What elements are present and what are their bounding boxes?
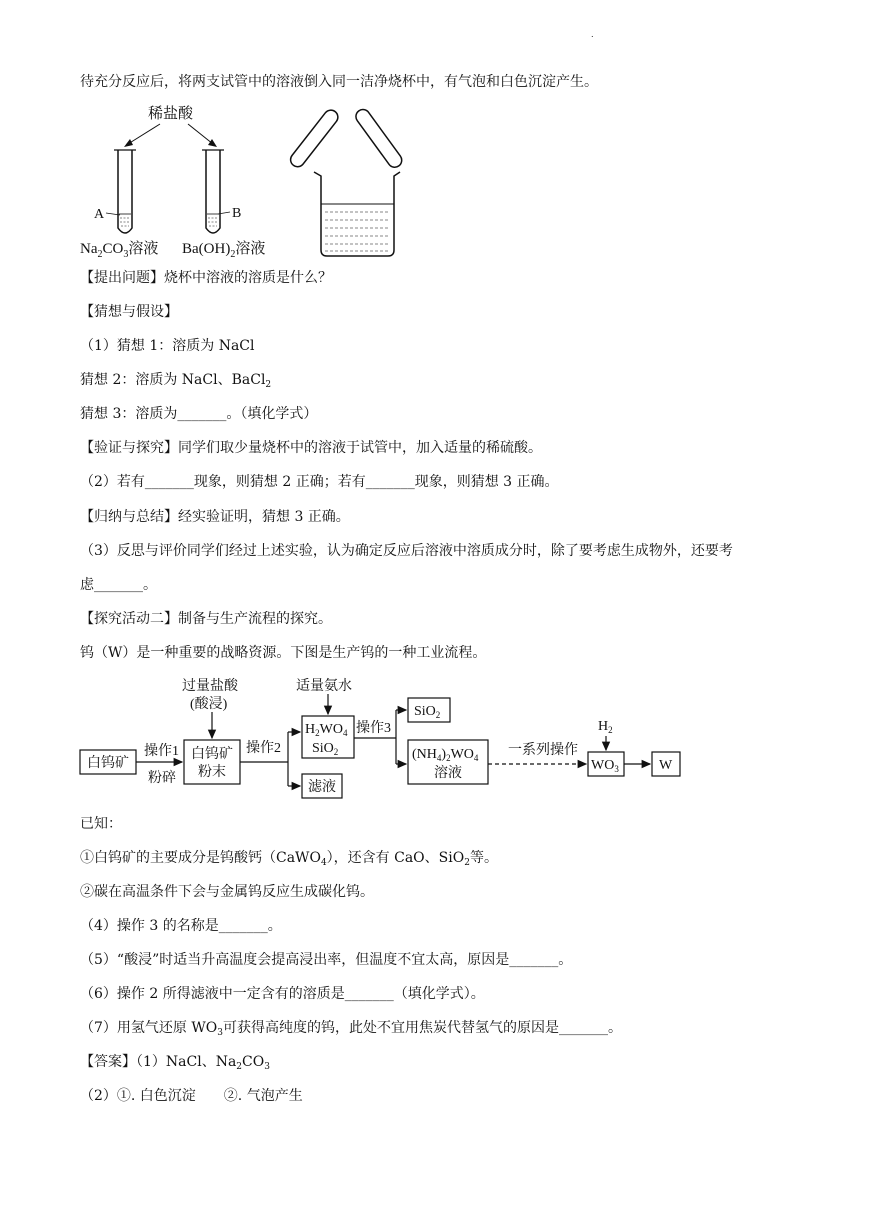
beaker [288,107,405,256]
process-flow-diagram [76,672,686,802]
tube-b-label: B [232,206,242,221]
reagent-label: 稀盐酸 [148,106,194,122]
tube-b [202,150,224,233]
caption-na2co3: $Na_2CO_3$溶液 [80,241,159,260]
hypothesis-heading: 【猜想与假设】 [80,304,178,320]
question-7: （7）用氢气还原 $WO_3$可获得高纯度的钨，此处不宜用焦炭代替氢气的原因是_______。 [80,1020,622,1038]
test-tube-figure [78,100,408,262]
known-2: ②碳在高温条件下会与金属钨反应生成碳化钨。 [80,884,374,900]
svg-text:白钨矿: 白钨矿 [191,747,233,762]
answer-1: 【答案】（1）NaCl、$Na_2CO_3$ [80,1054,270,1072]
tube-a [114,150,136,233]
op3-label: 操作3 [356,721,391,736]
svg-text:滤液: 滤液 [308,780,336,795]
summary-line: 【归纳与总结】经实验证明，猜想 3 正确。 [80,509,350,525]
acid-leach-label: (酸浸) [190,697,228,712]
question-3-b: 虑_______。 [80,577,157,593]
verify-line: 【验证与探究】同学们取少量烧杯中的溶液于试管中，加入适量的稀硫酸。 [80,440,542,456]
svg-text:W: W [659,758,673,773]
svg-text:SiO2: SiO$_2$ [312,741,339,757]
tube-a-label: A [94,207,105,222]
acid-label: 过量盐酸 [182,679,238,694]
question-6: （6）操作 2 所得滤液中一定含有的溶质是_______（填化学式）。 [80,986,485,1002]
svg-text:WO3: $WO_3$ [591,758,619,774]
guess-1: （1）猜想 1：溶质为 NaCl [80,338,255,354]
intro-text: 待充分反应后，将两支试管中的溶液倒入同一洁净烧杯中，有气泡和白色沉淀产生。 [80,74,598,90]
caption-baoh2: $Ba(OH)_2$溶液 [182,241,266,260]
ammonia-label: 适量氨水 [296,679,352,694]
svg-text:(NH4)2WO4: $(NH_4)_2WO_4$ [412,747,479,763]
svg-text:溶液: 溶液 [434,766,462,781]
question-2: （2）若有_______现象，则猜想 2 正确；若有_______现象，则猜想 3 正确。 [80,474,559,490]
h2-label: $H_2$ [598,719,613,735]
answer-2: （2）①. 白色沉淀 ②. 气泡产生 [80,1088,303,1104]
op1-label: 操作1 [144,744,179,759]
question-line: 【提出问题】烧杯中溶液的溶质是什么？ [80,270,332,286]
known-1: ①白钨矿的主要成分是钨酸钙（CaWO$_4$），还含有 CaO、SiO$_2$等。 [80,850,498,868]
svg-text:粉末: 粉末 [198,765,226,780]
activity-2-heading: 【探究活动二】制备与生产流程的探究。 [80,611,332,627]
series-ops-label: 一系列操作 [508,743,578,758]
known-heading: 已知： [80,816,122,832]
svg-text:白钨矿: 白钨矿 [87,756,129,771]
guess-3: 猜想 3：溶质为_______。（填化学式） [80,406,318,422]
page-mark: . [591,30,594,39]
svg-text:SiO2: SiO$_2$ [414,704,441,720]
question-4: （4）操作 3 的名称是_______。 [80,918,282,934]
question-3-a: （3）反思与评价同学们经过上述实验，认为确定反应后溶液中溶质成分时，除了要考虑生成物外，还要考 [80,543,733,559]
svg-text:H2WO4: $H_2WO_4$ [305,722,348,738]
question-5: （5）“酸浸”时适当升高温度会提高浸出率，但温度不宜太高，原因是_______。 [80,952,573,968]
guess-2: 猜想 2：溶质为 NaCl、BaCl$_2$ [80,372,272,390]
crush-label: 粉碎 [148,771,176,786]
tungsten-intro: 钨（W）是一种重要的战略资源。下图是生产钨的一种工业流程。 [80,645,487,661]
op2-label: 操作2 [246,741,281,756]
